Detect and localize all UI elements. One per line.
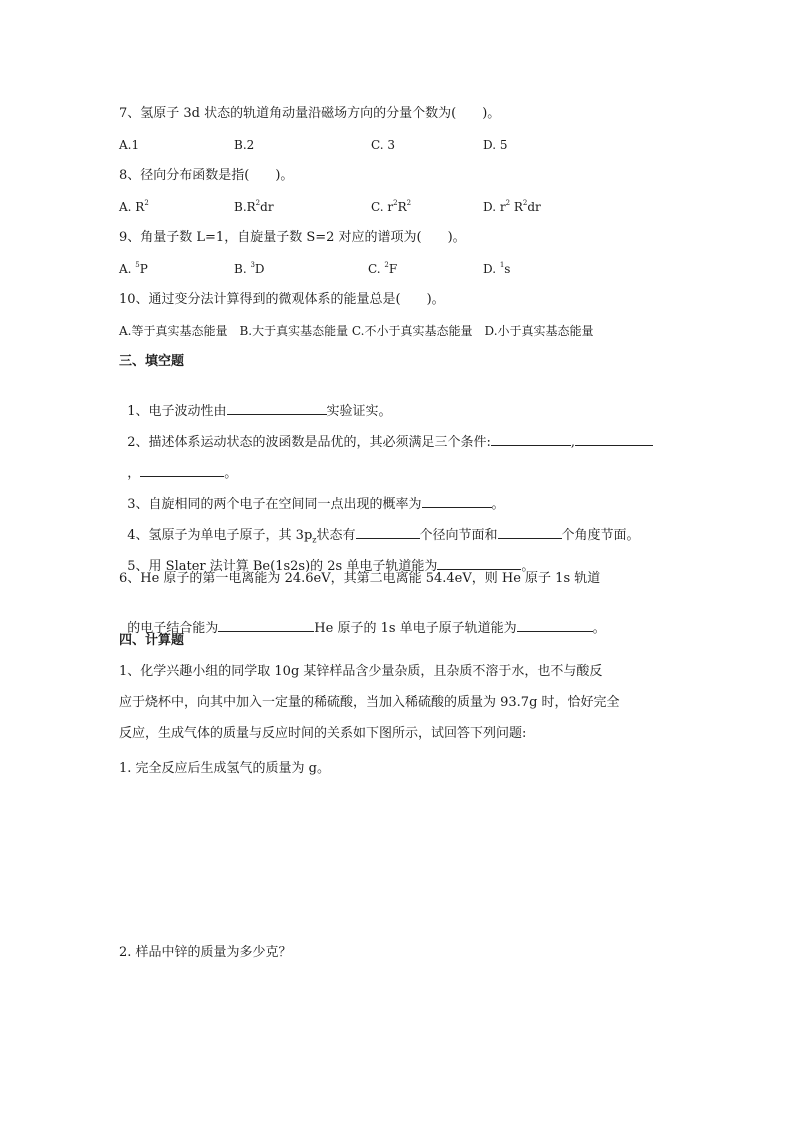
q7-option-a: A.1 (119, 138, 140, 152)
q9-option-c: C. $^2$F (368, 261, 398, 276)
q7-option-c: C. 3 (371, 138, 396, 152)
fill-item-6-cont: 的电子结合能为 He 原子的 1s 单电子原子轨道能为 。 (127, 621, 606, 636)
q7-option-b: B.2 (234, 138, 255, 152)
answer-blank[interactable] (422, 495, 492, 508)
question-8: 8、径向分布函数是指( )。 (119, 168, 294, 183)
calc-problem-line: 反应，生成气体的质量与反应时间的关系如下图所示，试回答下列问题: (119, 726, 527, 741)
q8-option-b: $B.R^2dr$ (234, 199, 274, 214)
answer-blank[interactable] (437, 557, 521, 570)
q8-option-c: C. $r^2R^2$ (371, 199, 412, 214)
answer-blank[interactable] (491, 433, 571, 446)
question-10: 10、通过变分法计算得到的微观体系的能量总是( )。 (119, 292, 445, 307)
answer-blank[interactable] (356, 526, 420, 539)
fill-item-4: 4、氢原子为单电子原子，其 $3p_z$状态有 个径向节面和 个角度节面。 (127, 528, 640, 545)
fill-item-2: 2、描述体系运动状态的波函数是品优的，其必须满足三个条件: , (119, 415, 653, 452)
answer-blank[interactable] (140, 464, 224, 477)
q9-option-d: D. $^1$s (483, 261, 511, 276)
q8-option-d: D. $r^2$ $R^2dr$ (483, 199, 541, 214)
calc-problem-line: 应于烧杯中，向其中加入一定量的稀硫酸，当加入稀硫酸的质量为 93.7g 时，恰好完全 (119, 695, 620, 710)
q10-options: A.等于真实基态能量 B.大于真实基态能量 C.不小于真实基态能量 D.小于真实基态能量 (119, 324, 594, 338)
section-3-title: 三、填空题 (119, 354, 185, 369)
answer-blank[interactable] (498, 526, 562, 539)
fill-item-6: 6、He 原子的第一电离能为 24.6eV，其第二电离能 54.4eV，则 He 原子 1s 轨道 (119, 571, 601, 586)
fill-item-3: 3、自旋相同的两个电子在空间同一点出现的概率为 。 (127, 497, 505, 512)
answer-blank[interactable] (575, 433, 653, 446)
calc-problem-line: 1、化学兴趣小组的同学取 10g 某锌样品含少量杂质，且杂质不溶于水，也不与酸反 (119, 664, 603, 679)
question-7: 7、氢原子 3d 状态的轨道角动量沿磁场方向的分量个数为( )。 (119, 106, 501, 121)
question-9: 9、角量子数 L=1，自旋量子数 S=2 对应的谱项为( )。 (119, 230, 466, 245)
section-4-title: 四、计算题 (119, 633, 185, 648)
q7-option-d: D. 5 (483, 138, 508, 152)
fill-item-1: 1、电子波动性由 实验证实。 (127, 404, 392, 419)
q8-option-a: A. $R^2$ (119, 199, 149, 214)
fill-item-5: 5、用 Slater 法计算 Be(1s2s)的 2s 单电子轨道能为 。 (127, 559, 535, 574)
answer-blank[interactable] (218, 619, 314, 632)
answer-blank[interactable] (227, 402, 327, 415)
q9-option-a: A. $^5$P (119, 261, 148, 276)
fill-item-2-cont: ， 。 (127, 466, 238, 481)
q9-option-b: B. $^3$D (234, 261, 265, 276)
calc-subquestion-1: 1. 完全反应后生成氢气的质量为 g。 (119, 761, 330, 776)
answer-blank[interactable] (517, 619, 593, 632)
calc-subquestion-2: 2. 样品中锌的质量为多少克？ (119, 945, 292, 960)
